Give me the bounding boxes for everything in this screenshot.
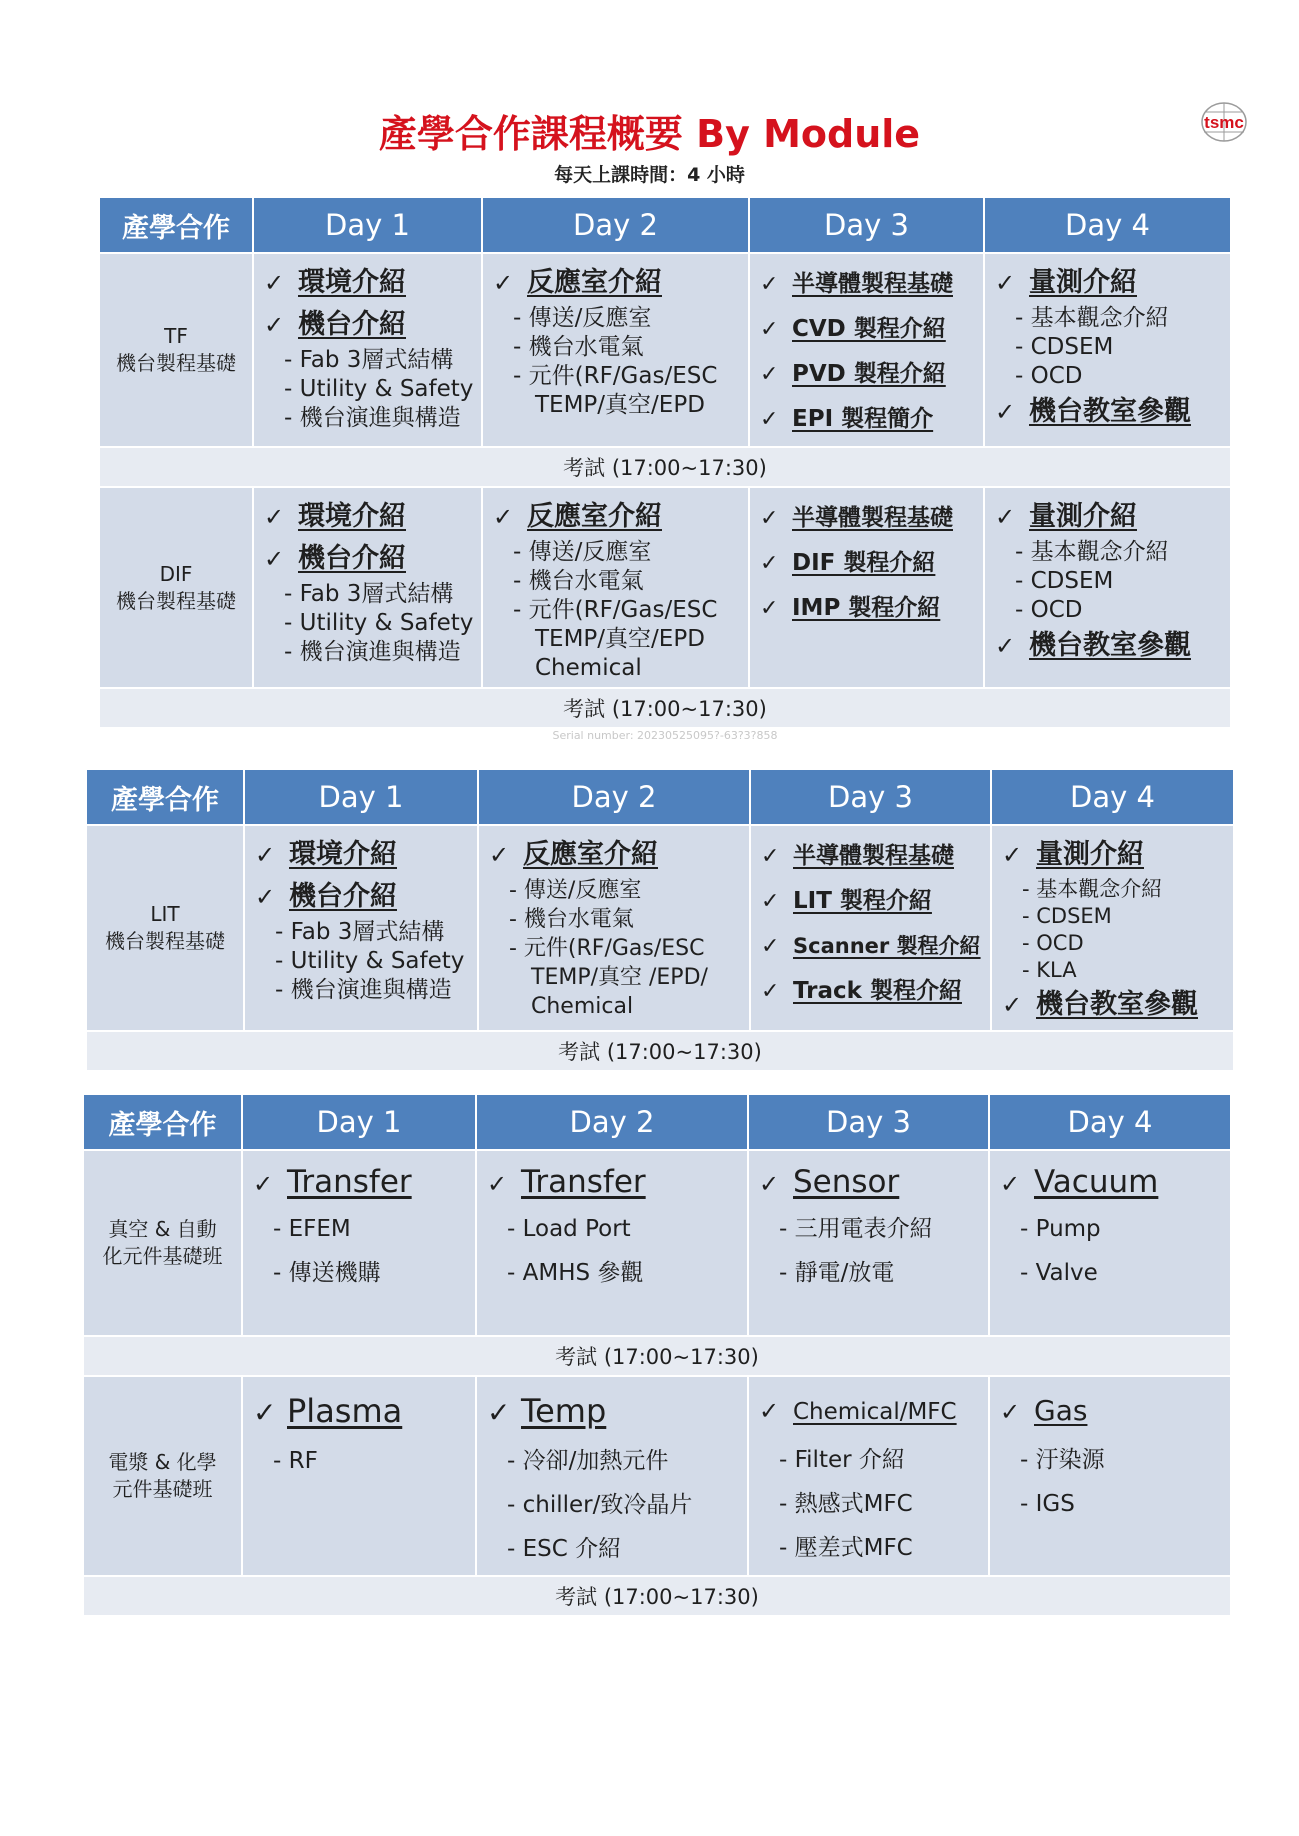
- checked-topic: [493, 262, 738, 304]
- checked-topic: [995, 625, 1220, 667]
- topic-title: 環境介紹: [289, 839, 397, 870]
- topic-title: 量測介紹: [1029, 501, 1137, 532]
- topic-title: Vacuum: [1034, 1164, 1159, 1200]
- topic-title: DIF 製程介紹: [792, 550, 936, 576]
- cell-dif-day4: [984, 487, 1230, 688]
- col-header-day4: Day 4: [989, 1095, 1230, 1150]
- topic-title: 反應室介紹: [527, 501, 662, 532]
- checked-topic: [253, 1159, 465, 1207]
- row-label-line: 機台製程基礎: [116, 588, 236, 613]
- block-lit: [87, 770, 1233, 1070]
- topic-title: Transfer: [287, 1164, 412, 1200]
- checked-topic: [760, 496, 973, 541]
- checkmark-icon: ✓: [760, 272, 779, 297]
- checkmark-icon: ✓: [761, 844, 780, 869]
- block-tf-dif: [100, 198, 1230, 742]
- topic-title: 機台教室參觀: [1036, 989, 1198, 1020]
- col-header-module: 產學合作: [84, 1095, 242, 1150]
- topic-title: 半導體製程基礎: [792, 271, 953, 297]
- row-vacuum: [84, 1150, 1230, 1336]
- topic-title: Track 製程介紹: [793, 978, 962, 1004]
- subtopic-item: - 機台水電氣: [513, 334, 644, 360]
- subtopic-item: - 汙染源: [1020, 1447, 1105, 1473]
- schedule-table-2: [87, 770, 1233, 1070]
- checked-topic: [759, 1385, 978, 1438]
- topic-title: Scanner 製程介紹: [793, 934, 981, 958]
- topic-title: Chemical/MFC: [793, 1399, 957, 1425]
- row-dif: [100, 487, 1230, 688]
- topic-title: Transfer: [521, 1164, 646, 1200]
- col-header-module: 產學合作: [100, 198, 253, 253]
- subtopic-item: - IGS: [1020, 1491, 1075, 1517]
- checkmark-icon: ✓: [761, 934, 780, 959]
- col-header-day1: Day 1: [253, 198, 482, 253]
- checkmark-icon: ✓: [760, 407, 779, 432]
- col-header-day4: Day 4: [984, 198, 1230, 253]
- cell-tf-day2: [482, 253, 749, 447]
- schedule-table-1: [100, 198, 1230, 727]
- subtopic-item: - 壓差式MFC: [779, 1535, 913, 1561]
- cell-plasma-day2: [476, 1376, 748, 1576]
- checkmark-icon: ✓: [761, 889, 780, 914]
- checked-topic: [995, 391, 1220, 433]
- subtopic-item: - KLA: [1022, 958, 1077, 982]
- exam-text: 考試 (17:00~17:30): [100, 688, 1230, 727]
- subtopic-item: - Filter 介紹: [779, 1447, 905, 1473]
- topic-title: 環境介紹: [298, 267, 406, 298]
- subtopic-item: - 基本觀念介紹: [1015, 539, 1169, 565]
- checked-topic: [493, 496, 738, 538]
- checked-topic: [761, 924, 980, 969]
- exam-text: 考試 (17:00~17:30): [84, 1576, 1230, 1615]
- cell-vac-day1: [242, 1150, 476, 1336]
- checkmark-icon: ✓: [1000, 1398, 1021, 1426]
- subtopic-item: - 元件(RF/Gas/ESC: [513, 597, 718, 623]
- exam-row: [84, 1336, 1230, 1376]
- checkmark-icon: ✓: [759, 1170, 780, 1198]
- row-label-line: 電漿 & 化學: [108, 1450, 217, 1474]
- subtopic-item: - 元件(RF/Gas/ESC: [513, 363, 718, 389]
- subtopic-item: - AMHS 參觀: [507, 1260, 644, 1286]
- cell-vac-day3: [748, 1150, 989, 1336]
- checkmark-icon: ✓: [487, 1170, 508, 1198]
- subtopic-item: Chemical: [531, 994, 634, 1019]
- subtopic-item: - 傳送/反應室: [509, 878, 642, 903]
- checkmark-icon: ✓: [253, 1170, 274, 1198]
- cell-plasma-day1: [242, 1376, 476, 1576]
- row-label-line: 化元件基礎班: [102, 1244, 223, 1268]
- checkmark-icon: ✓: [759, 1397, 780, 1425]
- checked-topic: [760, 307, 973, 352]
- page-subtitle: 每天上課時間：4 小時: [554, 164, 745, 186]
- checkmark-icon: ✓: [760, 317, 779, 342]
- col-header-module: 產學合作: [87, 770, 244, 825]
- checked-topic: [995, 496, 1220, 538]
- cell-tf-day3: [749, 253, 984, 447]
- checkmark-icon: ✓: [255, 841, 276, 869]
- col-header-day2: Day 2: [482, 198, 749, 253]
- subtopic-item: - ESC 介紹: [507, 1536, 622, 1562]
- col-header-day1: Day 1: [242, 1095, 476, 1150]
- header-row: [100, 198, 1230, 253]
- checkmark-icon: ✓: [760, 551, 779, 576]
- checkmark-icon: ✓: [760, 506, 779, 531]
- checked-topic: [760, 397, 973, 442]
- cell-dif-day2: [482, 487, 749, 688]
- topic-title: LIT 製程介紹: [793, 888, 932, 914]
- col-header-day3: Day 3: [748, 1095, 989, 1150]
- subtopic-item: - 機台演進與構造: [284, 639, 461, 665]
- checked-topic: [264, 496, 471, 538]
- topic-title: 半導體製程基礎: [793, 843, 954, 869]
- checked-topic: [995, 262, 1220, 304]
- checkmark-icon: ✓: [1002, 991, 1023, 1019]
- subtopic-item: TEMP/真空/EPD: [535, 392, 705, 418]
- checkmark-icon: ✓: [253, 1396, 277, 1429]
- topic-title: 量測介紹: [1036, 839, 1144, 870]
- col-header-day3: Day 3: [749, 198, 984, 253]
- topic-title: 機台教室參觀: [1029, 630, 1191, 661]
- exam-row: [87, 1031, 1233, 1070]
- schedule-table-3: [84, 1095, 1230, 1615]
- checked-topic: [487, 1159, 737, 1207]
- subtopic-item: - 機台水電氣: [509, 907, 634, 932]
- subtopic-item: - RF: [273, 1448, 318, 1474]
- checked-topic: [253, 1385, 465, 1439]
- subtopic-item: - Utility & Safety: [284, 376, 474, 402]
- exam-row: [100, 447, 1230, 487]
- checked-topic: [760, 262, 973, 307]
- subtopic-item: - 基本觀念介紹: [1022, 877, 1163, 901]
- subtopic-item: - Fab 3層式結構: [284, 347, 454, 373]
- exam-row: [100, 688, 1230, 727]
- checked-topic: [264, 304, 471, 346]
- topic-title: PVD 製程介紹: [792, 361, 946, 387]
- cell-lit-day2: [478, 825, 750, 1031]
- subtopic-item: - 傳送/反應室: [513, 305, 652, 331]
- cell-tf-day1: [253, 253, 482, 447]
- checked-topic: [1000, 1385, 1220, 1438]
- row-label-dif: [100, 487, 253, 688]
- checkmark-icon: ✓: [264, 545, 285, 573]
- cell-dif-day1: [253, 487, 482, 688]
- row-label-line: DIF: [159, 561, 193, 586]
- row-label-line: 元件基礎班: [112, 1477, 213, 1501]
- checkmark-icon: ✓: [1000, 1170, 1021, 1198]
- subtopic-item: - 靜電/放電: [779, 1260, 895, 1286]
- subtopic-item: - Utility & Safety: [275, 948, 465, 974]
- serial-number: Serial number: 20230525095?-63?3?858: [552, 729, 778, 742]
- checkmark-icon: ✓: [264, 269, 285, 297]
- cell-lit-day3: [750, 825, 991, 1031]
- topic-title: 量測介紹: [1029, 267, 1137, 298]
- checked-topic: [1002, 984, 1223, 1026]
- subtopic-item: - Valve: [1020, 1260, 1098, 1286]
- subtopic-item: Chemical: [535, 655, 642, 681]
- cell-tf-day4: [984, 253, 1230, 447]
- checkmark-icon: ✓: [264, 503, 285, 531]
- checked-topic: [760, 352, 973, 397]
- subtopic-item: - 傳送/反應室: [513, 539, 652, 565]
- checked-topic: [759, 1159, 978, 1207]
- checkmark-icon: ✓: [264, 311, 285, 339]
- topic-title: EPI 製程簡介: [792, 406, 934, 432]
- checked-topic: [1000, 1159, 1220, 1207]
- topic-title: 反應室介紹: [527, 267, 662, 298]
- checkmark-icon: ✓: [761, 979, 780, 1004]
- subtopic-item: - 機台演進與構造: [275, 977, 452, 1003]
- subtopic-item: - OCD: [1015, 363, 1083, 389]
- subtopic-item: - 元件(RF/Gas/ESC: [509, 936, 705, 961]
- checkmark-icon: ✓: [489, 841, 510, 869]
- topic-title: 機台介紹: [298, 543, 406, 574]
- header-row: [84, 1095, 1230, 1150]
- subtopic-item: - EFEM: [273, 1216, 351, 1242]
- exam-text: 考試 (17:00~17:30): [87, 1031, 1233, 1070]
- topic-title: Gas: [1034, 1394, 1088, 1427]
- subtopic-item: - 熱感式MFC: [779, 1491, 913, 1517]
- checkmark-icon: ✓: [255, 883, 276, 911]
- page-title: 產學合作課程概要 By Module: [378, 112, 921, 156]
- topic-title: Plasma: [287, 1392, 403, 1430]
- checkmark-icon: ✓: [487, 1396, 511, 1429]
- checkmark-icon: ✓: [995, 632, 1016, 660]
- checked-topic: [760, 541, 973, 586]
- row-tf: [100, 253, 1230, 447]
- subtopic-item: - 機台水電氣: [513, 568, 644, 594]
- checkmark-icon: ✓: [493, 269, 514, 297]
- col-header-day2: Day 2: [478, 770, 750, 825]
- subtopic-item: - Utility & Safety: [284, 610, 474, 636]
- checkmark-icon: ✓: [493, 503, 514, 531]
- cell-dif-day3: [749, 487, 984, 688]
- col-header-day4: Day 4: [991, 770, 1233, 825]
- row-label-line: TF: [164, 324, 188, 348]
- logo-text: tsmc: [1204, 113, 1244, 132]
- checked-topic: [264, 538, 471, 580]
- topic-title: 環境介紹: [298, 501, 406, 532]
- subtopic-item: - Fab 3層式結構: [284, 581, 454, 607]
- subtopic-item: - CDSEM: [1015, 568, 1114, 594]
- exam-row: [84, 1576, 1230, 1615]
- cell-lit-day1: [244, 825, 478, 1031]
- subtopic-item: - 傳送機購: [273, 1260, 381, 1286]
- subtopic-item: - 機台演進與構造: [284, 405, 461, 431]
- topic-title: Temp: [521, 1392, 607, 1430]
- topic-title: 機台介紹: [298, 309, 406, 340]
- checkmark-icon: ✓: [995, 503, 1016, 531]
- row-label-line: 機台製程基礎: [105, 929, 225, 953]
- checked-topic: [489, 834, 739, 876]
- checkmark-icon: ✓: [1002, 841, 1023, 869]
- topic-title: Sensor: [793, 1164, 900, 1200]
- subtopic-item: - Fab 3層式結構: [275, 919, 445, 945]
- cell-plasma-day3: [748, 1376, 989, 1576]
- topic-title: 機台介紹: [289, 881, 397, 912]
- subtopic-item: - Load Port: [507, 1216, 631, 1242]
- row-label-line: 真空 & 自動: [108, 1217, 217, 1241]
- cell-plasma-day4: [989, 1376, 1230, 1576]
- checked-topic: [487, 1385, 737, 1439]
- checked-topic: [761, 879, 980, 924]
- block-vac-plasma: [84, 1095, 1230, 1615]
- col-header-day3: Day 3: [750, 770, 991, 825]
- topic-title: 反應室介紹: [523, 839, 658, 870]
- subtopic-item: - OCD: [1015, 597, 1083, 623]
- subtopic-item: TEMP/真空 /EPD/: [531, 965, 708, 990]
- checked-topic: [761, 834, 980, 879]
- row-label-lit: [87, 825, 244, 1031]
- subtopic-item: TEMP/真空/EPD: [535, 626, 705, 652]
- subtopic-item: - chiller/致冷晶片: [507, 1492, 693, 1518]
- checkmark-icon: ✓: [995, 398, 1016, 426]
- checkmark-icon: ✓: [760, 596, 779, 621]
- col-header-day2: Day 2: [476, 1095, 748, 1150]
- subtopic-item: - CDSEM: [1022, 904, 1112, 928]
- header-row: [87, 770, 1233, 825]
- subtopic-item: - 冷卻/加熱元件: [507, 1448, 669, 1474]
- topic-title: 機台教室參觀: [1029, 396, 1191, 427]
- row-label-plasma: [84, 1376, 242, 1576]
- col-header-day1: Day 1: [244, 770, 478, 825]
- topic-title: CVD 製程介紹: [792, 316, 946, 342]
- exam-text: 考試 (17:00~17:30): [84, 1336, 1230, 1376]
- row-label-vacuum: [84, 1150, 242, 1336]
- checked-topic: [264, 262, 471, 304]
- subtopic-item: - CDSEM: [1015, 334, 1114, 360]
- topic-title: 半導體製程基礎: [792, 505, 953, 531]
- row-label-tf: [100, 253, 253, 447]
- checked-topic: [1002, 834, 1223, 876]
- subtopic-item: - 三用電表介紹: [779, 1216, 933, 1242]
- subtopic-item: - Pump: [1020, 1216, 1101, 1242]
- row-plasma: [84, 1376, 1230, 1576]
- cell-vac-day2: [476, 1150, 748, 1336]
- checked-topic: [255, 876, 467, 918]
- subtopic-item: - OCD: [1022, 931, 1084, 955]
- checkmark-icon: ✓: [760, 362, 779, 387]
- checked-topic: [761, 969, 980, 1014]
- checkmark-icon: ✓: [995, 269, 1016, 297]
- row-label-line: 機台製程基礎: [116, 351, 236, 375]
- cell-lit-day4: [991, 825, 1233, 1031]
- exam-text: 考試 (17:00~17:30): [100, 447, 1230, 487]
- checked-topic: [255, 834, 467, 876]
- row-lit: [87, 825, 1233, 1031]
- cell-vac-day4: [989, 1150, 1230, 1336]
- topic-title: IMP 製程介紹: [792, 595, 941, 621]
- checked-topic: [760, 586, 973, 631]
- row-label-line: LIT: [150, 902, 180, 926]
- subtopic-item: - 基本觀念介紹: [1015, 305, 1169, 331]
